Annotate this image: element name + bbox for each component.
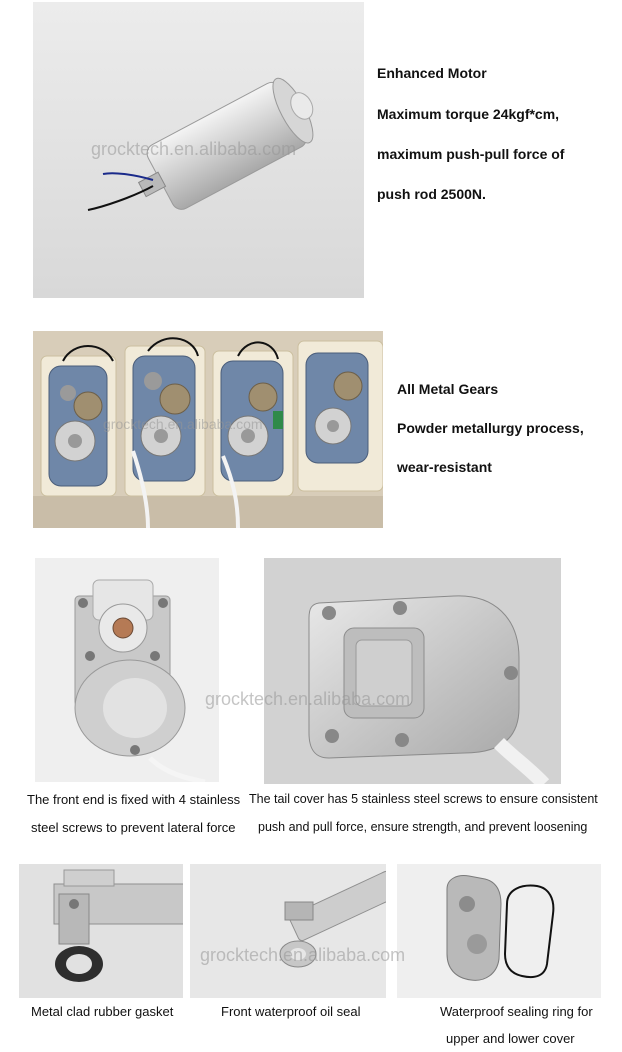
tail-cover-photo: [264, 558, 561, 784]
motor-line-3: push rod 2500N.: [377, 186, 486, 202]
motor-heading: Enhanced Motor: [377, 65, 487, 81]
sealing-ring-caption-line-2: upper and lower cover: [446, 1031, 575, 1046]
gears-line-1: Powder metallurgy process,: [397, 420, 584, 436]
oil-seal-photo: [190, 864, 386, 998]
watermark: grocktech.en.alibaba.com: [91, 139, 297, 159]
front-end-caption-line-1: The front end is fixed with 4 stainless: [27, 792, 241, 807]
gears-heading: All Metal Gears: [397, 381, 499, 397]
sealing-ring-photo: [397, 864, 601, 998]
gears-line-2: wear-resistant: [397, 459, 492, 475]
tail-cover-caption-line-1: The tail cover has 5 stainless steel screws to ensure consistent: [249, 792, 598, 806]
gasket-photo: [19, 864, 183, 998]
motor-line-1: Maximum torque 24kgf*cm,: [377, 106, 560, 122]
tail-cover-caption-line-2: push and pull force, ensure strength, and prevent loosening: [258, 820, 588, 834]
gears-photo: [33, 331, 383, 528]
sealing-ring-caption-line-1: Waterproof sealing ring for: [440, 1004, 593, 1019]
watermark: grocktech.en.alibaba.com: [200, 945, 406, 965]
motor-line-2: maximum push-pull force of: [377, 146, 565, 162]
front-end-caption-line-2: steel screws to prevent lateral force: [31, 820, 236, 835]
watermark: grocktech.en.alibaba.com: [205, 689, 411, 709]
motor-photo: [33, 2, 364, 298]
oil-seal-caption: Front waterproof oil seal: [221, 1004, 361, 1019]
gasket-caption: Metal clad rubber gasket: [31, 1004, 174, 1019]
watermark: grocktech.en.alibaba.com: [103, 416, 263, 432]
front-end-photo: [35, 558, 219, 782]
